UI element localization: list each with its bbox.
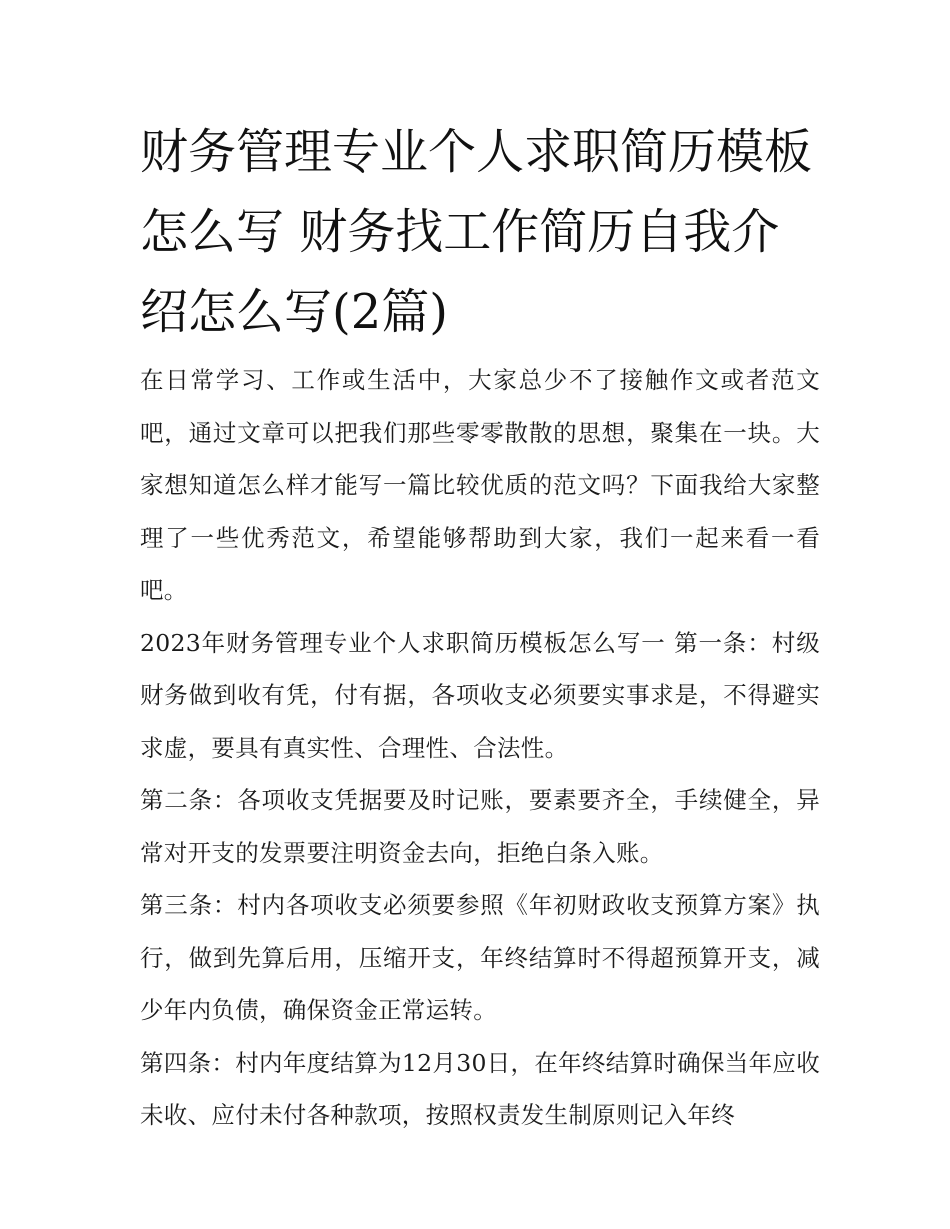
document-body [140,354,820,1142]
article-4-paragraph: 第四条：村内年度结算为12月30日，在年终结算时确保当年应收未收、应付未付各种款项，按照权责发生制原则记入年终 [140,1048,820,1129]
article-2-paragraph: 第二条：各项收支凭据要及时记账，要素要齐全，手续健全，异常对开支的发票要注明资金去向，拒绝白条入账。 [140,786,820,867]
intro-paragraph: 在日常学习、工作或生活中，大家总少不了接触作文或者范文吧，通过文章可以把我们那些零零散散的思想，聚集在一块。大家想知道怎么样才能写一篇比较优质的范文吗？下面我给大家整理了一些优秀范文，希望能够帮助到大家，我们一起来看一看吧。 [140,366,820,604]
article-1-paragraph: 2023年财务管理专业个人求职简历模板怎么写一 第一条：村级财务做到收有凭，付有据，各项收支必须要实事求是，不得避实求虚，要具有真实性、合理性、合法性。 [140,628,820,762]
document-title: 财务管理专业个人求职简历模板怎么写 财务找工作简历自我介绍怎么写(2篇) [140,124,813,340]
article-3-paragraph: 第三条：村内各项收支必须要参照《年初财政收支预算方案》执行，做到先算后用，压缩开支，年终结算时不得超预算开支，减少年内负债，确保资金正常运转。 [140,891,820,1024]
